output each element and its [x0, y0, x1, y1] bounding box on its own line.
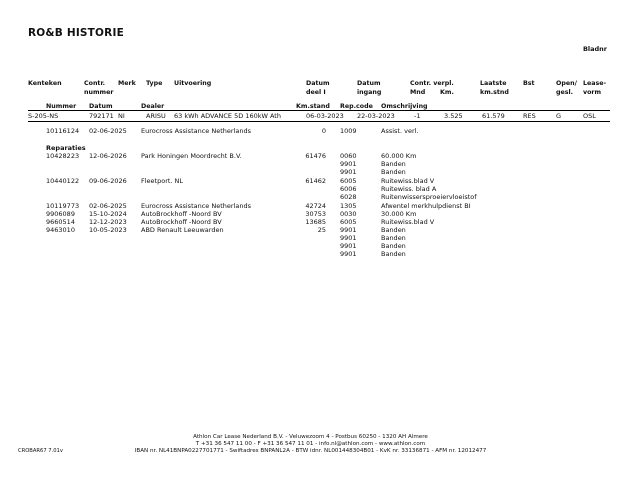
- repairs-section-label: Reparaties: [46, 144, 86, 152]
- repair-datum: 15-10-2024: [89, 210, 127, 218]
- repair-km: 61462: [305, 177, 326, 185]
- footer-bank-details: IBAN nr. NL41BNPA0227701771 - Swiftadres BNPANL2A - BTW idnr. NL001448304B01 - KvK nr. 33136871 - AFM nr. 12012477: [134, 448, 487, 454]
- assistance-code: 1009: [340, 127, 357, 135]
- header-divider: [28, 110, 610, 111]
- vehicle-mnd: -1: [414, 112, 421, 120]
- col-open-gesl-1: Open/: [556, 80, 577, 87]
- repair-nummer: 9660514: [46, 218, 75, 226]
- assistance-datum: 02-06-2025: [89, 127, 127, 135]
- repair-km: 42724: [305, 202, 326, 210]
- col-contr-verpl: Contr. verpl.: [410, 80, 454, 87]
- repair-code: 9901: [340, 168, 357, 176]
- col-laatste-2: km.stnd: [480, 89, 509, 96]
- vehicle-lease-vorm: OSL: [583, 112, 596, 120]
- repair-code: 1305: [340, 202, 357, 210]
- report-title: RO&B HISTORIE: [28, 27, 124, 39]
- vehicle-divider: [28, 121, 610, 122]
- col-nummer: Nummer: [46, 103, 77, 110]
- repair-desc: Ruitewiss. blad A: [381, 185, 437, 193]
- col-datum-deel1-2: deel I: [306, 89, 326, 96]
- assistance-nummer: 10116124: [46, 127, 80, 135]
- repair-datum: 12-06-2026: [89, 152, 127, 160]
- repair-code: 9901: [340, 160, 357, 168]
- assistance-km: 0: [321, 127, 326, 135]
- repair-dealer: AutoBrockhoff -Noord BV: [141, 210, 222, 218]
- assistance-dealer: Eurocross Assistance Netherlands: [141, 127, 251, 135]
- repair-dealer: Park Honingen Moordrecht B.V.: [141, 152, 242, 160]
- repair-code: 9901: [340, 226, 357, 234]
- repair-desc: Banden: [381, 234, 406, 242]
- vehicle-contract: 792171: [89, 112, 114, 120]
- col-open-gesl-2: gesl.: [556, 89, 574, 96]
- repair-desc: Banden: [381, 250, 406, 258]
- repair-desc: Afwentel merkhulpdienst BI: [381, 202, 471, 210]
- col-lease-vorm-2: vorm: [583, 89, 602, 96]
- col-kenteken: Kenteken: [28, 80, 62, 87]
- repair-code: 9901: [340, 234, 357, 242]
- repair-nummer: 10440122: [46, 177, 80, 185]
- vehicle-bst: RES: [523, 112, 536, 120]
- repair-code: 6005: [340, 177, 357, 185]
- col-rep-code: Rep.code: [340, 103, 373, 110]
- repair-code: 9901: [340, 250, 357, 258]
- col-type: Type: [146, 80, 163, 87]
- col-datum: Datum: [89, 103, 113, 110]
- repair-nummer: 9906089: [46, 210, 75, 218]
- col-dealer: Dealer: [141, 103, 165, 110]
- col-lease-vorm-1: Lease-: [583, 80, 607, 87]
- col-mnd: Mnd: [410, 89, 426, 96]
- repair-code: 6005: [340, 218, 357, 226]
- repair-km: 30753: [305, 210, 326, 218]
- repair-dealer: Fleetport. NL: [141, 177, 184, 185]
- vehicle-open-gesl: G: [556, 112, 562, 120]
- col-datum-ingang-2: ingang: [357, 89, 382, 96]
- col-datum-deel1-1: Datum: [306, 80, 330, 87]
- repair-dealer: AutoBrockhoff -Noord BV: [141, 218, 222, 226]
- repair-desc: Banden: [381, 226, 406, 234]
- footer-contact: T +31 36 547 11 00 - F +31 36 547 11 01 - info.nl@athlon.com - www.athlon.com: [195, 441, 426, 447]
- repair-desc: Banden: [381, 168, 406, 176]
- repair-desc: 60.000 Km: [381, 152, 417, 160]
- repair-desc: Ruitenwissersproeiervloeistof: [381, 193, 477, 201]
- repair-datum: 02-06-2025: [89, 202, 127, 210]
- page-number-label: Bladnr: [582, 45, 607, 53]
- col-bst: Bst: [523, 80, 535, 87]
- vehicle-type: ARISU: [146, 112, 166, 120]
- col-contract-1: Contr.: [84, 80, 106, 87]
- col-km: Km.: [440, 89, 454, 96]
- vehicle-datum-deel1: 06-03-2023: [306, 112, 344, 120]
- repair-code: 6028: [340, 193, 357, 201]
- repair-desc: Banden: [381, 242, 406, 250]
- col-laatste-1: Laatste: [480, 80, 507, 87]
- col-datum-ingang-1: Datum: [357, 80, 381, 87]
- repair-km: 25: [317, 226, 326, 234]
- repair-nummer: 10119773: [46, 202, 80, 210]
- vehicle-uitvoering: 63 kWh ADVANCE 5D 160kW Ath: [174, 112, 281, 120]
- footer-address: Athlon Car Lease Nederland B.V. - Veluwezoom 4 - Postbus 60250 - 1320 AH Almere: [193, 434, 428, 440]
- repair-nummer: 9463010: [46, 226, 75, 234]
- col-omschrijving: Omschrijving: [381, 103, 428, 110]
- repair-nummer: 10428223: [46, 152, 80, 160]
- vehicle-kenteken: S-205-NS: [28, 112, 59, 120]
- repair-code: 0060: [340, 152, 357, 160]
- col-merk: Merk: [118, 80, 136, 87]
- repair-code: 0030: [340, 210, 357, 218]
- repair-dealer: Eurocross Assistance Netherlands: [141, 202, 251, 210]
- vehicle-merk: NI: [118, 112, 125, 120]
- repair-code: 6006: [340, 185, 357, 193]
- repair-datum: 12-12-2023: [89, 218, 127, 226]
- repair-desc: 30.000 Km: [381, 210, 417, 218]
- col-km-stand: Km.stand: [296, 103, 330, 110]
- repair-dealer: ABD Renault Leeuwarden: [141, 226, 224, 234]
- vehicle-km: 3.525: [444, 112, 463, 120]
- col-uitvoering: Uitvoering: [174, 80, 212, 87]
- vehicle-laatste-km: 61.579: [482, 112, 505, 120]
- vehicle-datum-ingang: 22-03-2023: [357, 112, 395, 120]
- repair-desc: Ruitewiss.blad V: [381, 177, 435, 185]
- repair-km: 13685: [305, 218, 326, 226]
- repair-desc: Banden: [381, 160, 406, 168]
- repair-km: 61476: [305, 152, 326, 160]
- col-contract-2: nummer: [84, 89, 114, 96]
- repair-code: 9901: [340, 242, 357, 250]
- report-code: CROBAR67 7.01v: [18, 448, 63, 454]
- repair-datum: 10-05-2023: [89, 226, 127, 234]
- repair-datum: 09-06-2026: [89, 177, 127, 185]
- assistance-omschrijving: Assist. verl.: [381, 127, 419, 135]
- repair-desc: Ruitewiss.blad V: [381, 218, 435, 226]
